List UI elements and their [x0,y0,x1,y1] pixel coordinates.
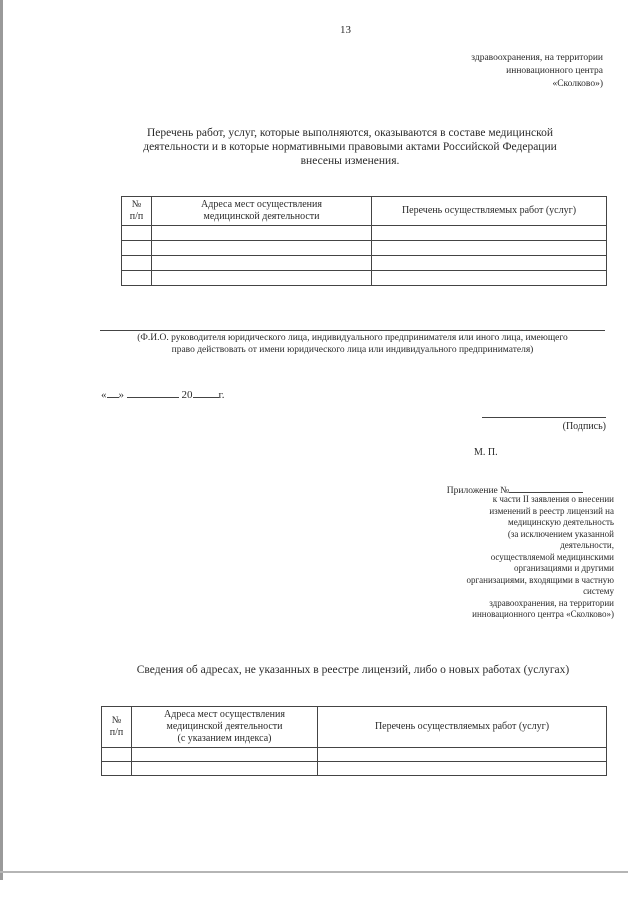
section1-heading-line: внесены изменения. [300,155,400,167]
appendix-number-blank[interactable] [509,481,583,493]
page-number: 13 [340,24,351,36]
appendix-line: деятельности, [560,540,614,550]
signatory-name-line[interactable] [100,330,605,331]
table-cell[interactable] [318,762,607,776]
works-table [121,196,607,286]
column-header-works: Перечень осуществляемых работ (услуг) [318,707,607,748]
appendix-title: Приложение № [416,481,614,496]
table-header-row [122,197,607,226]
table-cell[interactable] [122,241,152,256]
table-cell[interactable] [318,748,607,762]
appendix-line: систему [583,586,614,596]
day-blank[interactable] [107,386,119,398]
table-row [122,241,607,256]
top-note-line: здравоохранения, на территории [471,53,603,63]
table-row [102,762,607,776]
appendix-line: осуществляемой медицинскими [490,551,614,562]
addresses-table [101,706,607,776]
signature-line[interactable] [482,417,606,418]
date-field [101,386,225,401]
section1-heading-line: Перечень работ, услуг, которые выполняются, оказываются в составе медицинской [146,127,554,139]
table-cell[interactable] [152,226,372,241]
year-prefix: 20 [181,389,193,401]
column-header-addresses: Адреса мест осуществления медицинской деятельности [152,197,372,226]
column-header-number: № п/п [102,707,132,748]
table-header-row [102,707,607,748]
table-cell[interactable] [122,226,152,241]
appendix-line: организациями, входящими в частную [466,574,614,585]
appendix-line: изменений в реестр лицензий на [489,505,614,516]
signature-label: (Подпись) [562,421,606,432]
appendix-line: организациями и другими [514,563,614,573]
table-cell[interactable] [372,271,607,286]
section1-heading [100,126,600,168]
year-blank[interactable] [193,386,219,398]
appendix-line: к части II заявления о внесении [492,494,614,504]
appendix-line: (за исключением указанной [507,528,614,539]
date-close-quote: » [118,389,124,401]
appendix-line: здравоохранения, на территории [489,597,614,608]
appendix-line: инновационного центра «Сколково») [472,609,614,619]
table-cell[interactable] [152,241,372,256]
date-open-quote: « [101,389,107,401]
year-suffix: г. [218,389,225,401]
table-row [122,271,607,286]
table-cell[interactable] [132,762,318,776]
table-cell[interactable] [152,256,372,271]
appendix-note [416,494,614,621]
table-cell[interactable] [152,271,372,286]
table-cell[interactable] [102,762,132,776]
scan-left-edge [0,0,3,880]
table-row [122,256,607,271]
table-cell[interactable] [102,748,132,762]
month-blank[interactable] [127,386,179,398]
column-header-addresses: Адреса мест осуществления медицинской деятельности (с указанием индекса) [132,707,318,748]
signatory-caption [100,332,605,356]
section2-heading: Сведения об адресах, не указанных в реестре лицензий, либо о новых работах (услугах) [136,664,570,676]
table-cell[interactable] [372,226,607,241]
top-note-line: «Сколково») [552,79,603,89]
signatory-caption-line: право действовать от имени юридического лица или индивидуального предпринимателя) [171,345,534,355]
column-header-number: № п/п [122,197,152,226]
scan-bottom-edge [0,871,628,873]
section1-heading-line: деятельности и в которые нормативными правовыми актами Российской Федерации [143,141,557,153]
top-note-line: инновационного центра [506,66,603,76]
table-cell[interactable] [372,241,607,256]
signatory-caption-line: (Ф.И.О. руководителя юридического лица, индивидуального предпринимателя или иного лица, имеющего [137,333,568,343]
column-header-works: Перечень осуществляемых работ (услуг) [372,197,607,226]
table-row [102,748,607,762]
table-cell[interactable] [122,256,152,271]
stamp-place: М. П. [474,447,498,458]
table-row [122,226,607,241]
top-note [363,52,603,91]
table-cell[interactable] [122,271,152,286]
table-cell[interactable] [372,256,607,271]
appendix-line: медицинскую деятельность [508,517,614,527]
table-cell[interactable] [132,748,318,762]
